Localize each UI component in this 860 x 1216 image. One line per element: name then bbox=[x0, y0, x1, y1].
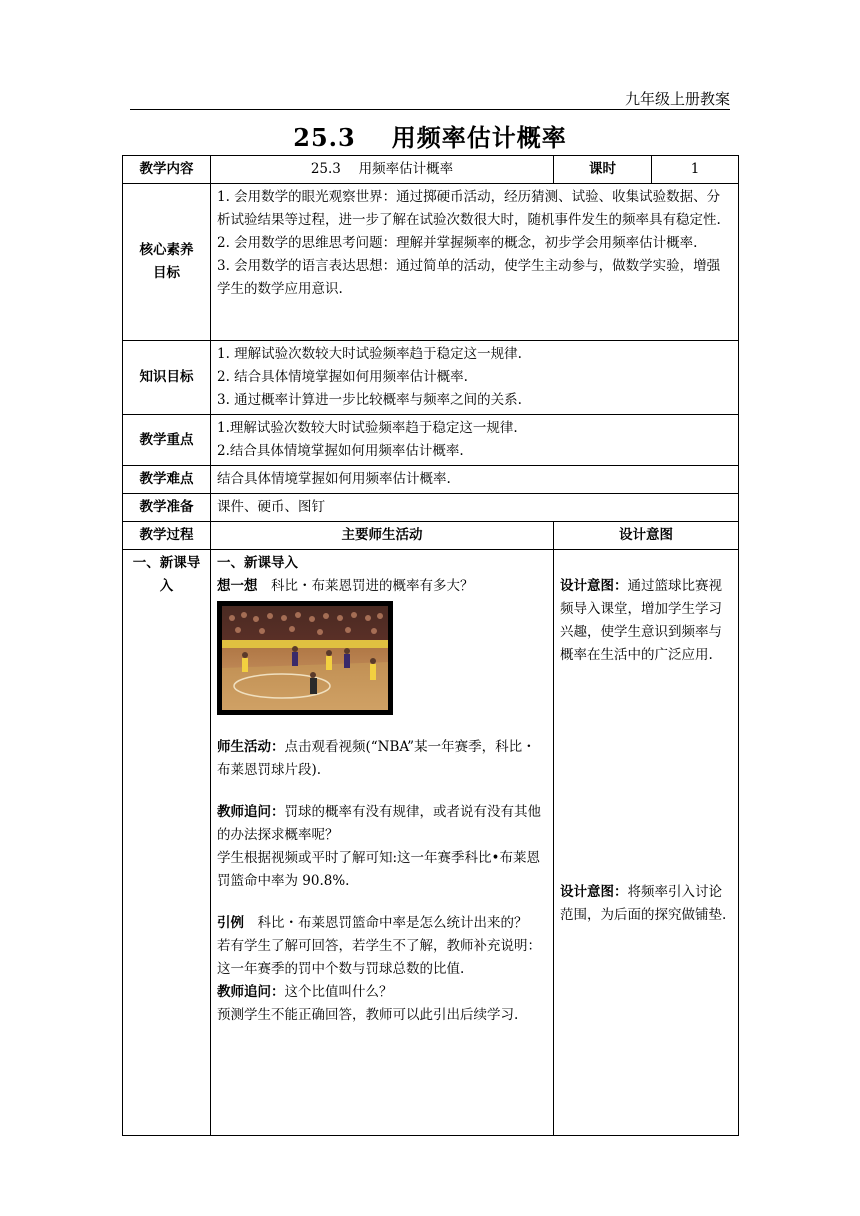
process-header-activity: 主要师生活动 bbox=[211, 522, 554, 550]
activity-label: 师生活动： bbox=[217, 739, 285, 755]
header-text: 九年级上册教案 bbox=[624, 90, 730, 108]
ask2-text: 这个比值叫什么？ bbox=[284, 984, 393, 1000]
process-intent bbox=[554, 550, 739, 1136]
row-process-header bbox=[123, 522, 739, 550]
difficulty-value: 结合具体情境掌握如何用频率估计概率. bbox=[211, 466, 739, 494]
student-answer: 学生根据视频或平时了解可知:这一年赛季科比•布莱恩罚篮命中率为 90.8%. bbox=[217, 850, 541, 889]
key-point-item: 2.结合具体情境掌握如何用频率估计概率. bbox=[217, 443, 464, 459]
knowledge-label: 知识目标 bbox=[123, 341, 211, 415]
period-label: 课时 bbox=[554, 156, 652, 184]
lesson-plan-table bbox=[122, 155, 739, 1136]
period-value: 1 bbox=[652, 156, 739, 184]
core-label bbox=[123, 184, 211, 341]
title-number: 25.3 bbox=[293, 123, 356, 152]
video-thumbnail[interactable] bbox=[217, 601, 393, 715]
process-stage: 一、新课导入 bbox=[123, 550, 211, 1136]
process-activities bbox=[211, 550, 554, 1136]
predict-text: 预测学生不能正确回答，教师可以此引出后续学习. bbox=[217, 1007, 519, 1023]
explain-text: 若有学生了解可回答，若学生不了解，教师补充说明：这一年赛季的罚中个数与罚球总数的比值. bbox=[217, 938, 541, 977]
row-core bbox=[123, 184, 739, 341]
row-content bbox=[123, 156, 739, 184]
knowledge-item: 3. 通过概率计算进一步比较概率与频率之间的关系. bbox=[217, 392, 522, 408]
intent1-label: 设计意图： bbox=[560, 578, 628, 594]
core-goal-item: 1. 会用数学的眼光观察世界：通过掷硬币活动，经历猜测、试验、收集试验数据、分析试验结果等过程，进一步了解在试验次数很大时，随机事件发生的频率具有稳定性. bbox=[217, 189, 721, 228]
core-label-line1: 核心素养 bbox=[139, 242, 194, 258]
intent1-text: 通过篮球比赛视频导入课堂，增加学生学习兴趣，使学生意识到频率与概率在生活中的广泛应用. bbox=[560, 578, 722, 663]
key-points bbox=[211, 415, 739, 466]
key-point-item: 1.理解试验次数较大时试验频率趋于稳定这一规律. bbox=[217, 420, 518, 436]
page-title bbox=[0, 118, 860, 153]
core-goal-item: 2. 会用数学的思维思考问题：理解并掌握频率的概念，初步学会用频率估计概率. bbox=[217, 235, 698, 251]
intent2-label: 设计意图： bbox=[560, 884, 628, 900]
row-difficulty bbox=[123, 466, 739, 494]
header-divider bbox=[130, 109, 730, 110]
think-label: 想一想 bbox=[217, 578, 258, 594]
section-heading: 一、新课导入 bbox=[217, 555, 298, 571]
example-label: 引例 bbox=[217, 915, 244, 931]
activity-text: 点击观看视频(“NBA”某一年赛季，科比・布莱恩罚球片段). bbox=[217, 739, 536, 778]
preparation-value: 课件、硬币、图钉 bbox=[211, 494, 739, 522]
row-knowledge bbox=[123, 341, 739, 415]
core-goals bbox=[211, 184, 739, 341]
row-preparation bbox=[123, 494, 739, 522]
knowledge-goals bbox=[211, 341, 739, 415]
key-points-label: 教学重点 bbox=[123, 415, 211, 466]
intent2-text: 将频率引入讨论范围，为后面的探究做铺垫. bbox=[560, 884, 727, 923]
difficulty-label: 教学难点 bbox=[123, 466, 211, 494]
content-value: 25.3 用频率估计概率 bbox=[211, 156, 554, 184]
content-label: 教学内容 bbox=[123, 156, 211, 184]
ask1-text: 罚球的概率有没有规律，或者说有没有其他的办法探求概率呢？ bbox=[217, 804, 541, 843]
row-key-points bbox=[123, 415, 739, 466]
row-process-intro bbox=[123, 550, 739, 1136]
knowledge-item: 1. 理解试验次数较大时试验频率趋于稳定这一规律. bbox=[217, 346, 522, 362]
example-text: 科比・布莱恩罚篮命中率是怎么统计出来的？ bbox=[244, 915, 528, 931]
ask2-label: 教师追问： bbox=[217, 984, 285, 1000]
core-label-line2: 目标 bbox=[153, 265, 180, 281]
knowledge-item: 2. 结合具体情境掌握如何用频率估计概率. bbox=[217, 369, 468, 385]
title-text: 用频率估计概率 bbox=[391, 123, 567, 152]
core-goal-item: 3. 会用数学的语言表达思想：通过简单的活动，使学生主动参与，做数学实验，增强学生的数学应用意识. bbox=[217, 258, 721, 297]
process-header-intent: 设计意图 bbox=[554, 522, 739, 550]
basketball-court-image bbox=[222, 606, 388, 710]
process-header-stage: 教学过程 bbox=[123, 522, 211, 550]
think-text: 科比・布莱恩罚进的概率有多大？ bbox=[257, 578, 474, 594]
preparation-label: 教学准备 bbox=[123, 494, 211, 522]
ask1-label: 教师追问： bbox=[217, 804, 285, 820]
